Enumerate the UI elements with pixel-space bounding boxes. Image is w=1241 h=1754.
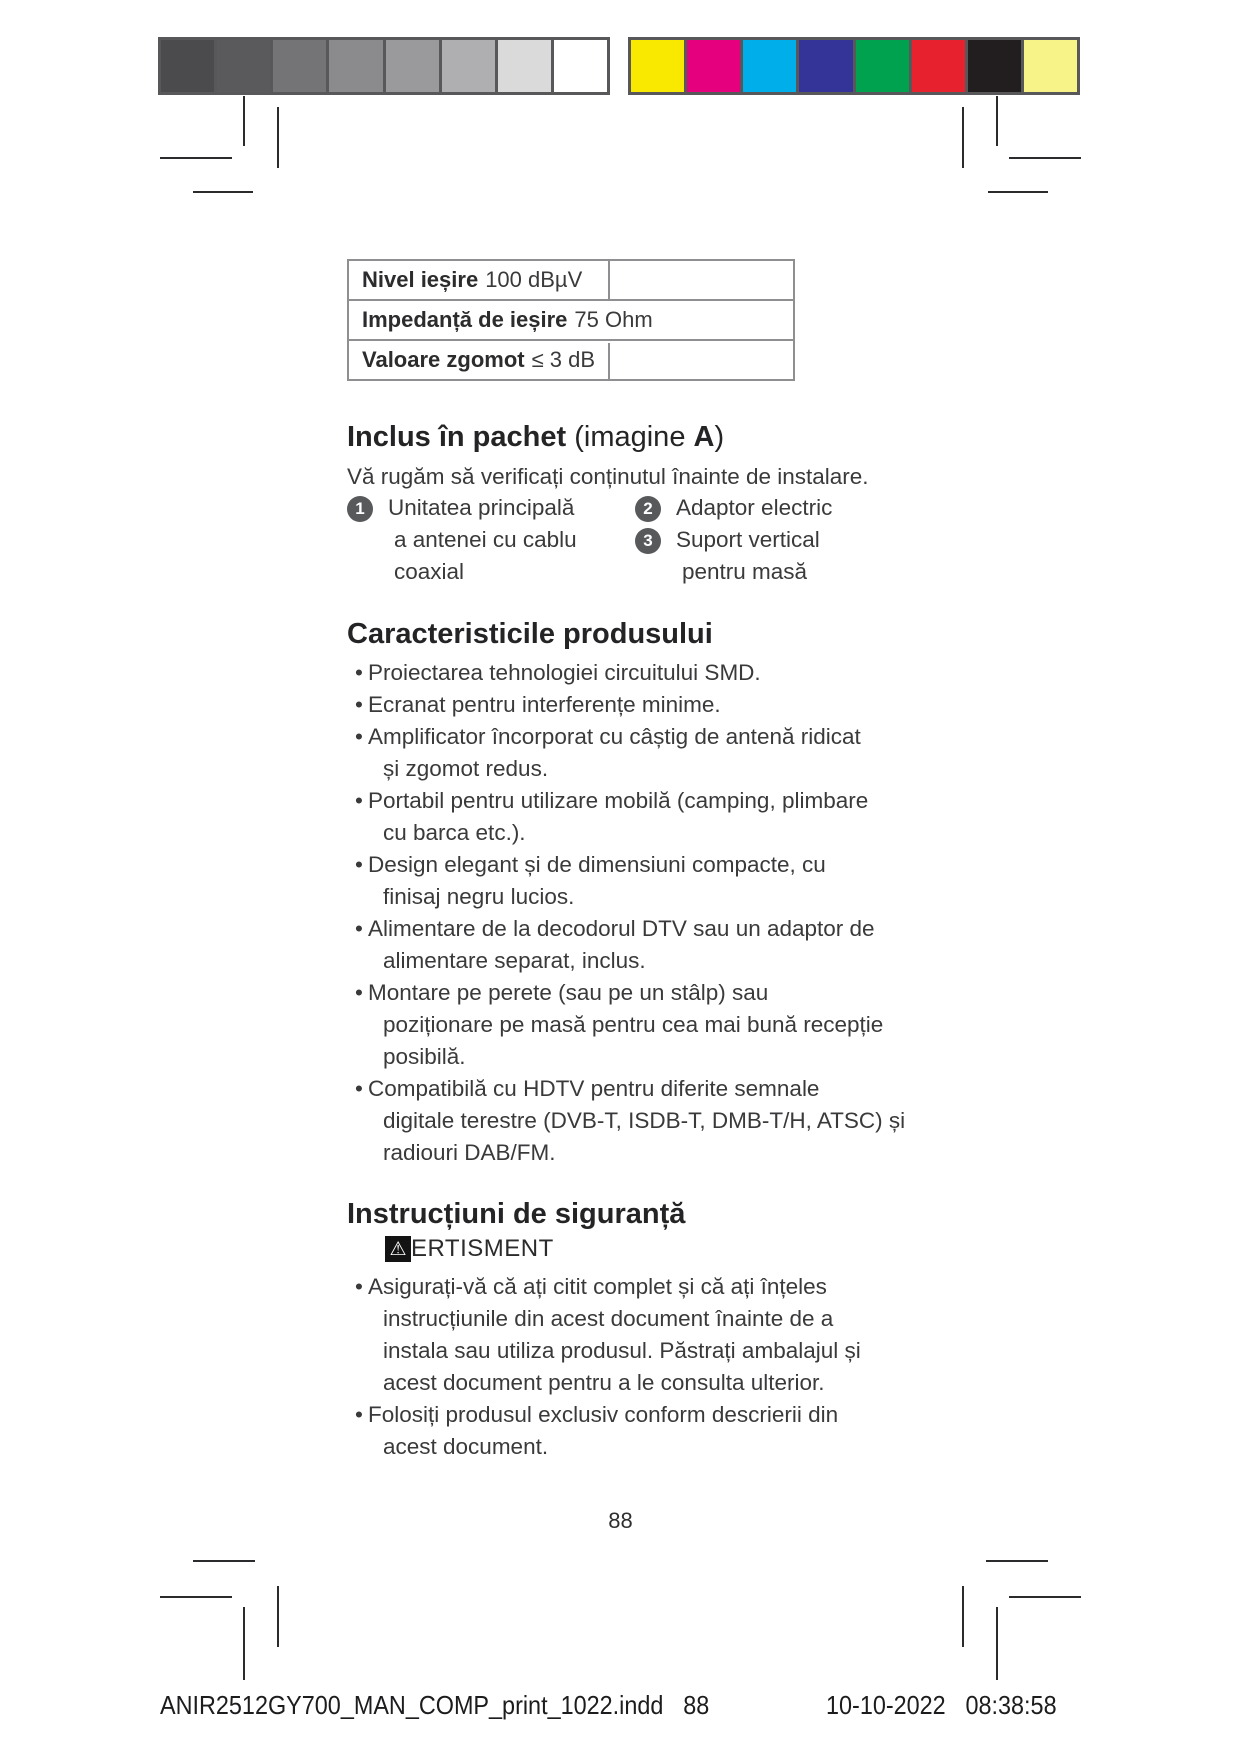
safety-list (347, 1271, 861, 1463)
crop-mark (243, 96, 245, 146)
color-swatch (968, 40, 1024, 92)
grayscale-swatch (442, 40, 498, 92)
item-line: • Compatibilă cu HDTV pentru diferite semnale (368, 1076, 820, 1101)
title-normal: (imagine (566, 421, 694, 453)
imprint-date: 10-10-2022 (826, 1690, 946, 1720)
item-line: a antenei cu cablu (394, 527, 577, 552)
list-item (347, 721, 905, 785)
number-badge: 3 (635, 528, 661, 554)
crop-mark (988, 191, 1048, 193)
item-line: • Design elegant și de dimensiuni compacte, cu (368, 852, 826, 877)
list-item (347, 1271, 861, 1399)
item-line: • Amplificator încorporat cu câștig de antenă ridicat (368, 724, 861, 749)
crop-mark (996, 96, 998, 146)
item-line: pentru masă (682, 559, 808, 584)
crop-mark (243, 1607, 245, 1680)
package-list-column-1 (347, 492, 577, 588)
list-item (347, 657, 905, 689)
warning-icon: ⚠ (385, 1236, 411, 1262)
color-swatch (1024, 40, 1077, 92)
crop-mark (193, 1560, 255, 1562)
item-line: coaxial (394, 559, 465, 584)
grayscale-swatch (273, 40, 329, 92)
spec-value: 75 Ohm (574, 307, 653, 332)
item-line: și zgomot redus. (383, 756, 549, 781)
spec-value: 100 dBµV (485, 267, 583, 292)
crop-mark (160, 1596, 232, 1598)
item-line: poziționare pe masă pentru cea mai bună recepție (383, 1012, 884, 1037)
item-line: • Portabil pentru utilizare mobilă (camping, plimbare (368, 788, 869, 813)
color-swatch (856, 40, 912, 92)
title-bold: Inclus în pachet (347, 421, 567, 453)
item-line: Unitatea principală (388, 495, 575, 520)
list-item (347, 849, 905, 913)
color-calibration-bar (628, 37, 1080, 95)
table-row (349, 261, 793, 301)
item-line: cu barca etc.). (383, 820, 526, 845)
imprint-file: ANIR2512GY700_MAN_COMP_print_1022.indd (160, 1690, 664, 1720)
number-badge: 1 (347, 496, 373, 522)
title-bold: A (693, 421, 715, 453)
crop-mark (986, 1560, 1048, 1562)
item-line: • Alimentare de la decodorul DTV sau un adaptor de (368, 916, 875, 941)
list-item (347, 689, 905, 721)
features-list (347, 657, 905, 1169)
crop-mark (996, 1607, 998, 1680)
item-line: • Folosiți produsul exclusiv conform descrierii din (368, 1402, 839, 1427)
list-item (347, 1399, 861, 1463)
item-line: • Proiectarea tehnologiei circuitului SMD. (368, 660, 761, 685)
item-line: finisaj negru lucios. (383, 884, 575, 909)
number-badge: 2 (635, 496, 661, 522)
spec-label: Nivel ieșire (362, 267, 479, 292)
crop-mark (277, 1586, 279, 1647)
section-title-included (347, 421, 724, 454)
item-line: posibilă. (383, 1044, 466, 1069)
list-item (347, 785, 905, 849)
crop-mark (277, 107, 279, 168)
grayscale-swatch (386, 40, 442, 92)
crop-mark (1009, 1596, 1081, 1598)
imprint-page: 88 (683, 1690, 710, 1720)
item-line: • Asigurați-vă că ați citit complet și că ați înțeles (368, 1274, 827, 1299)
list-item (347, 913, 905, 977)
color-swatch (631, 40, 687, 92)
included-intro: Vă rugăm să verificați conținutul înainte de instalare. (347, 464, 869, 489)
spec-label: Impedanță de ieșire (362, 307, 568, 332)
list-item (347, 492, 577, 588)
item-line: digitale terestre (DVB-T, ISDB-T, DMB-T/H, ATSC) și (383, 1108, 906, 1133)
item-line: • Ecranat pentru interferențe minime. (368, 692, 721, 717)
list-item (347, 1073, 905, 1169)
spec-label: Valoare zgomot (362, 347, 525, 372)
color-swatch (912, 40, 968, 92)
section-title-safety: Instrucțiuni de siguranță (347, 1198, 686, 1230)
item-line: acest document pentru a le consulta ulterior. (383, 1370, 825, 1395)
crop-mark (160, 157, 232, 159)
item-line: radiouri DAB/FM. (383, 1140, 556, 1165)
spec-table (347, 259, 795, 381)
table-column-divider (608, 343, 610, 381)
item-line: Suport vertical (676, 527, 820, 552)
imprint-datetime (826, 1690, 1057, 1721)
table-row (349, 341, 793, 381)
title-normal: ) (714, 421, 725, 453)
section-title-features: Caracteristicile produsului (347, 618, 713, 650)
grayscale-swatch (161, 40, 217, 92)
warning-label (385, 1235, 554, 1263)
item-line: • Montare pe perete (sau pe un stâlp) sau (368, 980, 769, 1005)
spec-value: ≤ 3 dB (531, 347, 596, 372)
imprint-filename (160, 1690, 709, 1721)
item-line: instala sau utiliza produsul. Păstrați ambalajul și (383, 1338, 861, 1363)
crop-mark (193, 191, 253, 193)
color-swatch (743, 40, 799, 92)
crop-mark (962, 1586, 964, 1647)
grayscale-swatch (498, 40, 554, 92)
crop-mark (1009, 157, 1081, 159)
grayscale-calibration-bar (158, 37, 610, 95)
color-swatch (799, 40, 855, 92)
package-list-column-2 (635, 492, 832, 588)
imprint-time: 08:38:58 (965, 1690, 1057, 1720)
item-line: acest document. (383, 1434, 549, 1459)
item-line: Adaptor electric (676, 495, 833, 520)
list-item (635, 524, 832, 588)
table-row (349, 301, 793, 341)
list-item (347, 977, 905, 1073)
warning-word: ERTISMENT (411, 1235, 554, 1262)
item-line: alimentare separat, inclus. (383, 948, 646, 973)
grayscale-swatch (554, 40, 607, 92)
grayscale-swatch (217, 40, 273, 92)
item-line: instrucțiunile din acest document înainte de a (383, 1306, 834, 1331)
table-column-divider (608, 261, 610, 301)
color-swatch (687, 40, 743, 92)
grayscale-swatch (329, 40, 385, 92)
crop-mark (962, 107, 964, 168)
page-number: 88 (608, 1508, 633, 1533)
list-item (635, 492, 832, 524)
